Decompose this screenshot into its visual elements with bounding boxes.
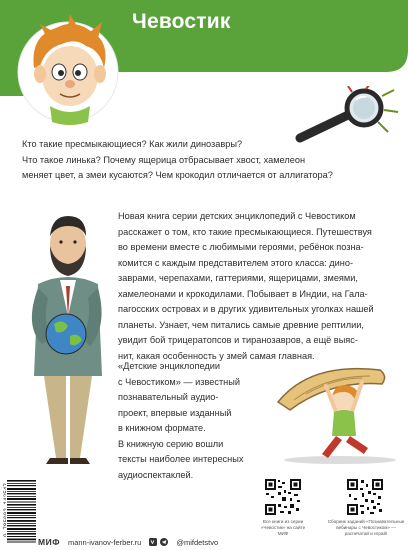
description-line: планеты. Узнает, чем питались самые древние рептилии,: [118, 319, 364, 330]
vk-icon[interactable]: [149, 538, 157, 546]
social-icons: [149, 538, 168, 546]
barcode-icon: [6, 478, 36, 544]
questions-line: Что такое линька? Почему ящерица отбрасывает хвост, хамелеон: [22, 154, 306, 165]
description-line: пагосских островах и в других удивительных уголках нашей: [118, 304, 374, 314]
questions-line: Кто такие пресмыкающиеся? Как жили динозавры?: [22, 139, 243, 149]
chevostik-running-illustration: [270, 362, 406, 466]
social-handle[interactable]: @mifdetstvo: [176, 537, 219, 547]
description-line: увидит бой трицератопсов и тиранозавров, а ещё выяс-: [118, 335, 358, 345]
questions-line: меняет цвет, а змеи кусаются? Чем крокодил отличается от аллигатора?: [22, 170, 333, 180]
description-line: Новая книга серии детских энциклопедий с Чевостиком: [118, 211, 356, 221]
website-link[interactable]: mann-ivanov-ferber.ru: [67, 537, 142, 547]
qr-series-caption: Все книги из серии «Чевостик» на сайте МИФ: [260, 519, 306, 536]
qr-code-webinars-icon[interactable]: [346, 478, 384, 516]
series-title: Чевостик: [132, 10, 231, 33]
description-line: расскажет о том, кто такие пресмыкающиеся. Путешествуя: [118, 226, 372, 237]
audio-note-line: В книжную серию вошли: [118, 438, 224, 449]
qr-webinars-caption: Сборник заданий «Познавательные вебинары с Чевостиком» — распечатай и играй!: [327, 519, 405, 536]
publisher-bar: [38, 536, 404, 548]
audio-note-line: с Чевостиком» — известный: [118, 376, 240, 387]
audio-note-line: проект, впервые изданный: [118, 407, 232, 418]
publisher-logo: МИФ: [38, 537, 60, 547]
audio-note-line: «Детские энциклопедии: [118, 361, 221, 371]
audio-note-line: аудиоспектаклей.: [118, 469, 194, 480]
chevostik-character-illustration: [16, 14, 120, 132]
description-line: комится с каждым представителем этого класса: дино-: [118, 257, 354, 268]
audio-note-line: познавательный аудио-: [118, 392, 219, 402]
description-line: во времени вместе с любимыми героями, ребёнок позна-: [118, 242, 364, 252]
questions-paragraph: [22, 137, 394, 184]
qr-code-series-icon[interactable]: [264, 478, 302, 516]
description-line: заврами, черепахами, гаттериями, ящерицами, змеями,: [118, 273, 358, 283]
description-line: нит, какая особенность у змей самая главная.: [118, 350, 315, 361]
professor-with-globe-illustration: [16, 206, 112, 466]
description-paragraph: [118, 209, 398, 364]
audio-project-note: [118, 359, 268, 483]
telegram-icon[interactable]: [160, 538, 168, 546]
audio-note-line: тексты наиболее интересных: [118, 454, 244, 464]
audio-note-line: в книжном формате.: [118, 423, 206, 433]
description-line: хамелеонами и крокодилами. Побывает в Индии, на Гала-: [118, 288, 368, 299]
